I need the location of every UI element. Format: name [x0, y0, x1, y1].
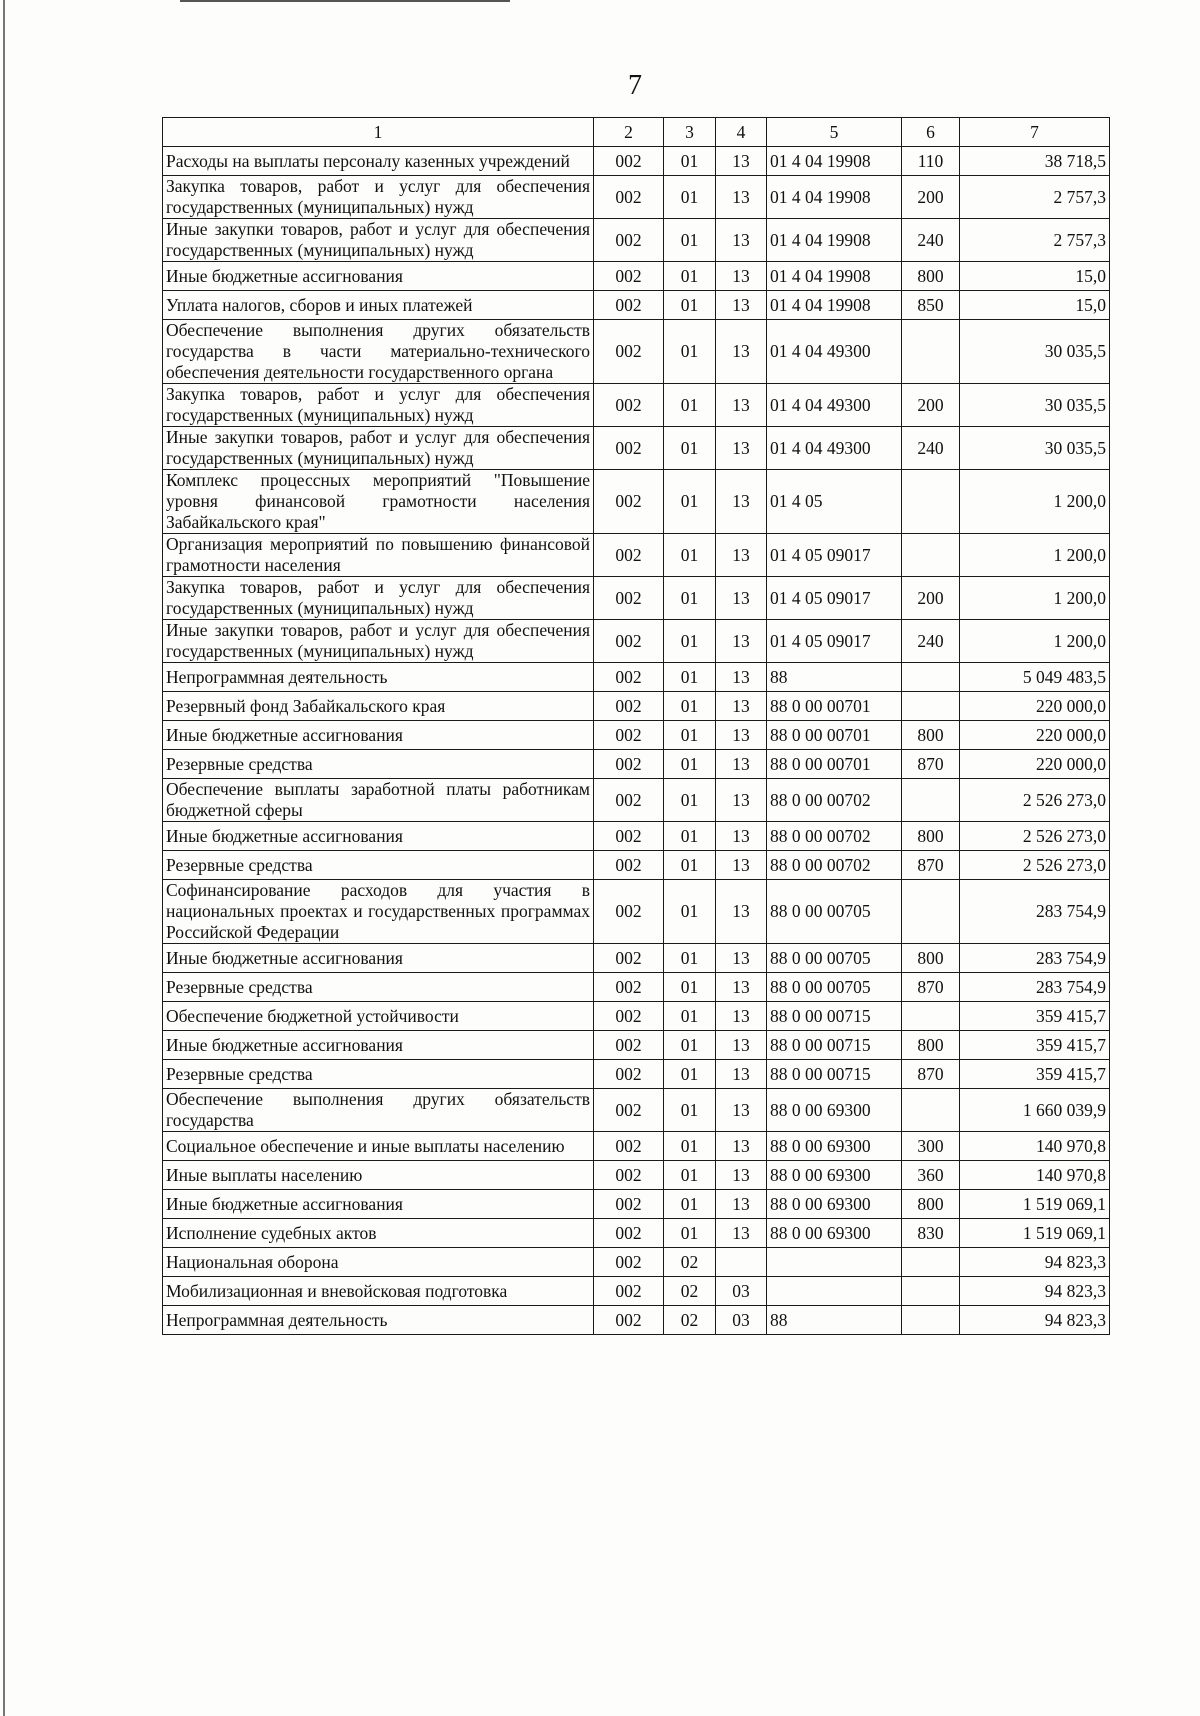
cell-section: 01 [664, 721, 716, 750]
cell-ministry: 002 [594, 1248, 664, 1277]
cell-expense-type [902, 470, 960, 534]
table-row [163, 880, 1110, 944]
cell-section: 01 [664, 320, 716, 384]
cell-target-article: 88 0 00 69300 [767, 1161, 902, 1190]
cell-section: 01 [664, 1060, 716, 1089]
column-header: 6 [902, 118, 960, 147]
cell-subsection: 13 [716, 1002, 767, 1031]
cell-section: 01 [664, 577, 716, 620]
cell-subsection: 13 [716, 692, 767, 721]
table-row [163, 534, 1110, 577]
cell-section: 01 [664, 1190, 716, 1219]
scan-artifact-top [180, 0, 510, 2]
table-row [163, 176, 1110, 219]
row-name: Иные бюджетные ассигнования [163, 262, 594, 291]
row-name: Иные закупки товаров, работ и услуг для обеспечения государственных (муниципальных) нужд [163, 427, 594, 470]
cell-expense-type: 360 [902, 1161, 960, 1190]
scan-artifact-left [3, 0, 5, 1716]
cell-ministry: 002 [594, 1089, 664, 1132]
row-name: Резервные средства [163, 750, 594, 779]
cell-section: 01 [664, 534, 716, 577]
cell-subsection: 13 [716, 1219, 767, 1248]
table-body [163, 147, 1110, 1335]
cell-subsection: 13 [716, 577, 767, 620]
cell-amount: 15,0 [960, 291, 1110, 320]
column-header: 5 [767, 118, 902, 147]
cell-subsection: 13 [716, 384, 767, 427]
row-name: Обеспечение выполнения других обязательств государства [163, 1089, 594, 1132]
cell-subsection: 13 [716, 620, 767, 663]
table-row [163, 291, 1110, 320]
row-name: Комплекс процессных мероприятий "Повышение уровня финансовой грамотности населения Забайкальского края" [163, 470, 594, 534]
cell-expense-type [902, 1306, 960, 1335]
cell-ministry: 002 [594, 822, 664, 851]
cell-expense-type: 850 [902, 291, 960, 320]
table-row [163, 721, 1110, 750]
cell-amount: 1 519 069,1 [960, 1219, 1110, 1248]
cell-expense-type: 800 [902, 944, 960, 973]
cell-ministry: 002 [594, 1161, 664, 1190]
cell-ministry: 002 [594, 1060, 664, 1089]
cell-amount: 2 526 273,0 [960, 851, 1110, 880]
cell-section: 01 [664, 262, 716, 291]
table-row [163, 1089, 1110, 1132]
cell-subsection: 13 [716, 1089, 767, 1132]
cell-ministry: 002 [594, 620, 664, 663]
cell-target-article: 88 0 00 00701 [767, 692, 902, 721]
row-name: Иные бюджетные ассигнования [163, 1031, 594, 1060]
cell-target-article [767, 1277, 902, 1306]
cell-section: 01 [664, 851, 716, 880]
cell-amount: 283 754,9 [960, 973, 1110, 1002]
cell-ministry: 002 [594, 944, 664, 973]
column-header: 2 [594, 118, 664, 147]
row-name: Резервные средства [163, 851, 594, 880]
row-name: Уплата налогов, сборов и иных платежей [163, 291, 594, 320]
column-header: 7 [960, 118, 1110, 147]
cell-expense-type: 800 [902, 721, 960, 750]
cell-amount: 1 200,0 [960, 620, 1110, 663]
cell-expense-type [902, 1089, 960, 1132]
row-name: Иные бюджетные ассигнования [163, 1190, 594, 1219]
cell-ministry: 002 [594, 427, 664, 470]
row-name: Расходы на выплаты персоналу казенных учреждений [163, 147, 594, 176]
cell-expense-type [902, 534, 960, 577]
cell-subsection: 13 [716, 663, 767, 692]
row-name: Национальная оборона [163, 1248, 594, 1277]
cell-subsection: 13 [716, 880, 767, 944]
cell-subsection: 13 [716, 534, 767, 577]
cell-section: 01 [664, 1002, 716, 1031]
cell-subsection: 13 [716, 427, 767, 470]
cell-ministry: 002 [594, 1219, 664, 1248]
cell-target-article: 01 4 04 49300 [767, 384, 902, 427]
table-row [163, 750, 1110, 779]
cell-subsection: 13 [716, 1060, 767, 1089]
row-name: Иные закупки товаров, работ и услуг для обеспечения государственных (муниципальных) нужд [163, 620, 594, 663]
cell-target-article: 01 4 04 19908 [767, 147, 902, 176]
cell-expense-type: 200 [902, 176, 960, 219]
cell-subsection: 13 [716, 944, 767, 973]
cell-ministry: 002 [594, 779, 664, 822]
table-row [163, 427, 1110, 470]
table-row [163, 262, 1110, 291]
cell-target-article: 88 0 00 69300 [767, 1219, 902, 1248]
cell-subsection [716, 1248, 767, 1277]
cell-section: 01 [664, 880, 716, 944]
cell-subsection: 13 [716, 779, 767, 822]
cell-expense-type: 200 [902, 384, 960, 427]
cell-target-article: 01 4 05 09017 [767, 534, 902, 577]
cell-amount: 1 200,0 [960, 470, 1110, 534]
table-row [163, 384, 1110, 427]
cell-target-article: 88 0 00 00705 [767, 880, 902, 944]
row-name: Закупка товаров, работ и услуг для обеспечения государственных (муниципальных) нужд [163, 176, 594, 219]
cell-subsection: 13 [716, 470, 767, 534]
cell-target-article: 01 4 04 49300 [767, 320, 902, 384]
cell-section: 01 [664, 291, 716, 320]
cell-ministry: 002 [594, 692, 664, 721]
cell-subsection: 13 [716, 973, 767, 1002]
cell-expense-type [902, 1277, 960, 1306]
cell-section: 01 [664, 1089, 716, 1132]
cell-ministry: 002 [594, 1306, 664, 1335]
cell-subsection: 13 [716, 320, 767, 384]
table-row [163, 1248, 1110, 1277]
cell-target-article: 88 0 00 00715 [767, 1060, 902, 1089]
table-row [163, 973, 1110, 1002]
cell-amount: 2 757,3 [960, 176, 1110, 219]
cell-expense-type: 870 [902, 750, 960, 779]
cell-expense-type: 240 [902, 427, 960, 470]
cell-amount: 1 200,0 [960, 534, 1110, 577]
cell-amount: 30 035,5 [960, 384, 1110, 427]
cell-subsection: 13 [716, 1161, 767, 1190]
cell-amount: 1 660 039,9 [960, 1089, 1110, 1132]
cell-expense-type [902, 663, 960, 692]
cell-ministry: 002 [594, 663, 664, 692]
cell-section: 01 [664, 750, 716, 779]
cell-amount: 94 823,3 [960, 1277, 1110, 1306]
table-row [163, 1306, 1110, 1335]
column-header: 4 [716, 118, 767, 147]
cell-target-article: 01 4 04 19908 [767, 291, 902, 320]
cell-target-article: 88 0 00 69300 [767, 1132, 902, 1161]
cell-section: 01 [664, 779, 716, 822]
cell-amount: 94 823,3 [960, 1248, 1110, 1277]
cell-subsection: 13 [716, 176, 767, 219]
table-row [163, 147, 1110, 176]
row-name: Закупка товаров, работ и услуг для обеспечения государственных (муниципальных) нужд [163, 384, 594, 427]
cell-ministry: 002 [594, 291, 664, 320]
table-row [163, 822, 1110, 851]
cell-target-article: 01 4 05 09017 [767, 620, 902, 663]
cell-expense-type: 870 [902, 973, 960, 1002]
row-name: Мобилизационная и вневойсковая подготовка [163, 1277, 594, 1306]
cell-expense-type: 200 [902, 577, 960, 620]
cell-ministry: 002 [594, 320, 664, 384]
row-name: Резервные средства [163, 973, 594, 1002]
cell-subsection: 03 [716, 1306, 767, 1335]
cell-ministry: 002 [594, 534, 664, 577]
cell-section: 02 [664, 1277, 716, 1306]
cell-subsection: 13 [716, 1031, 767, 1060]
table-row [163, 1060, 1110, 1089]
cell-expense-type: 240 [902, 219, 960, 262]
table-row [163, 1161, 1110, 1190]
row-name: Обеспечение выполнения других обязательств государства в части материально-технического обеспечения деятельности государственного органа [163, 320, 594, 384]
cell-amount: 140 970,8 [960, 1161, 1110, 1190]
cell-amount: 2 757,3 [960, 219, 1110, 262]
cell-expense-type: 800 [902, 822, 960, 851]
cell-expense-type [902, 692, 960, 721]
cell-target-article: 88 0 00 00702 [767, 779, 902, 822]
column-header: 1 [163, 118, 594, 147]
cell-target-article: 01 4 04 49300 [767, 427, 902, 470]
cell-ministry: 002 [594, 1132, 664, 1161]
cell-target-article: 88 0 00 00702 [767, 851, 902, 880]
cell-ministry: 002 [594, 1277, 664, 1306]
cell-target-article: 01 4 04 19908 [767, 219, 902, 262]
cell-expense-type: 800 [902, 1190, 960, 1219]
cell-expense-type [902, 880, 960, 944]
row-name: Софинансирование расходов для участия в национальных проектах и государственных программах Российской Федерации [163, 880, 594, 944]
row-name: Непрограммная деятельность [163, 663, 594, 692]
table-row [163, 944, 1110, 973]
cell-section: 01 [664, 427, 716, 470]
cell-ministry: 002 [594, 1190, 664, 1219]
row-name: Иные закупки товаров, работ и услуг для обеспечения государственных (муниципальных) нужд [163, 219, 594, 262]
cell-ministry: 002 [594, 470, 664, 534]
cell-section: 01 [664, 944, 716, 973]
table-row [163, 663, 1110, 692]
cell-section: 01 [664, 470, 716, 534]
row-name: Обеспечение бюджетной устойчивости [163, 1002, 594, 1031]
cell-section: 01 [664, 147, 716, 176]
cell-target-article: 88 0 00 00701 [767, 750, 902, 779]
cell-ministry: 002 [594, 262, 664, 291]
table-row [163, 320, 1110, 384]
cell-subsection: 13 [716, 147, 767, 176]
table-row [163, 620, 1110, 663]
row-name: Иные бюджетные ассигнования [163, 721, 594, 750]
cell-expense-type: 830 [902, 1219, 960, 1248]
row-name: Иные бюджетные ассигнования [163, 822, 594, 851]
cell-expense-type [902, 1248, 960, 1277]
cell-amount: 140 970,8 [960, 1132, 1110, 1161]
cell-amount: 30 035,5 [960, 427, 1110, 470]
cell-amount: 30 035,5 [960, 320, 1110, 384]
cell-amount: 220 000,0 [960, 721, 1110, 750]
cell-section: 01 [664, 663, 716, 692]
cell-target-article: 88 0 00 69300 [767, 1089, 902, 1132]
row-name: Иные выплаты населению [163, 1161, 594, 1190]
row-name: Закупка товаров, работ и услуг для обеспечения государственных (муниципальных) нужд [163, 577, 594, 620]
cell-expense-type: 870 [902, 851, 960, 880]
cell-target-article: 88 0 00 00702 [767, 822, 902, 851]
row-name: Социальное обеспечение и иные выплаты населению [163, 1132, 594, 1161]
cell-target-article: 88 [767, 663, 902, 692]
row-name: Резервный фонд Забайкальского края [163, 692, 594, 721]
cell-subsection: 13 [716, 750, 767, 779]
cell-amount: 220 000,0 [960, 692, 1110, 721]
cell-expense-type: 110 [902, 147, 960, 176]
cell-section: 01 [664, 219, 716, 262]
cell-ministry: 002 [594, 851, 664, 880]
cell-expense-type: 300 [902, 1132, 960, 1161]
cell-target-article: 01 4 05 09017 [767, 577, 902, 620]
cell-subsection: 13 [716, 262, 767, 291]
cell-target-article [767, 1248, 902, 1277]
cell-expense-type: 800 [902, 262, 960, 291]
table-header-row [163, 118, 1110, 147]
cell-amount: 5 049 483,5 [960, 663, 1110, 692]
cell-amount: 38 718,5 [960, 147, 1110, 176]
cell-target-article: 01 4 04 19908 [767, 176, 902, 219]
cell-ministry: 002 [594, 176, 664, 219]
cell-target-article: 01 4 04 19908 [767, 262, 902, 291]
row-name: Иные бюджетные ассигнования [163, 944, 594, 973]
cell-amount: 15,0 [960, 262, 1110, 291]
row-name: Резервные средства [163, 1060, 594, 1089]
cell-amount: 1 519 069,1 [960, 1190, 1110, 1219]
cell-expense-type [902, 1002, 960, 1031]
cell-expense-type: 870 [902, 1060, 960, 1089]
cell-ministry: 002 [594, 1031, 664, 1060]
cell-ministry: 002 [594, 750, 664, 779]
table-row [163, 1190, 1110, 1219]
table-row [163, 1132, 1110, 1161]
cell-ministry: 002 [594, 219, 664, 262]
cell-section: 02 [664, 1248, 716, 1277]
row-name: Непрограммная деятельность [163, 1306, 594, 1335]
cell-expense-type [902, 779, 960, 822]
table-row [163, 1002, 1110, 1031]
cell-target-article: 88 0 00 69300 [767, 1190, 902, 1219]
cell-section: 01 [664, 1219, 716, 1248]
cell-amount: 220 000,0 [960, 750, 1110, 779]
table-row [163, 851, 1110, 880]
cell-ministry: 002 [594, 147, 664, 176]
budget-table [162, 117, 1110, 1335]
cell-subsection: 13 [716, 1132, 767, 1161]
cell-target-article: 88 0 00 00701 [767, 721, 902, 750]
cell-section: 01 [664, 620, 716, 663]
cell-amount: 359 415,7 [960, 1002, 1110, 1031]
cell-expense-type: 240 [902, 620, 960, 663]
page-number: 7 [628, 70, 642, 101]
cell-subsection: 13 [716, 851, 767, 880]
cell-target-article: 88 0 00 00715 [767, 1002, 902, 1031]
cell-ministry: 002 [594, 1002, 664, 1031]
table-row [163, 577, 1110, 620]
cell-target-article: 01 4 05 [767, 470, 902, 534]
cell-ministry: 002 [594, 973, 664, 1002]
table-row [163, 470, 1110, 534]
cell-subsection: 13 [716, 822, 767, 851]
cell-expense-type: 800 [902, 1031, 960, 1060]
cell-amount: 94 823,3 [960, 1306, 1110, 1335]
cell-section: 01 [664, 384, 716, 427]
cell-target-article: 88 [767, 1306, 902, 1335]
cell-section: 01 [664, 1031, 716, 1060]
cell-target-article: 88 0 00 00705 [767, 944, 902, 973]
cell-subsection: 13 [716, 219, 767, 262]
row-name: Исполнение судебных актов [163, 1219, 594, 1248]
cell-amount: 283 754,9 [960, 944, 1110, 973]
cell-ministry: 002 [594, 880, 664, 944]
table-row [163, 1277, 1110, 1306]
table-row [163, 219, 1110, 262]
cell-ministry: 002 [594, 577, 664, 620]
cell-amount: 359 415,7 [960, 1031, 1110, 1060]
cell-target-article: 88 0 00 00705 [767, 973, 902, 1002]
cell-expense-type [902, 320, 960, 384]
row-name: Организация мероприятий по повышению финансовой грамотности населения [163, 534, 594, 577]
table-row [163, 779, 1110, 822]
cell-amount: 359 415,7 [960, 1060, 1110, 1089]
column-header: 3 [664, 118, 716, 147]
cell-section: 01 [664, 176, 716, 219]
cell-section: 01 [664, 1161, 716, 1190]
cell-ministry: 002 [594, 721, 664, 750]
cell-amount: 1 200,0 [960, 577, 1110, 620]
cell-section: 01 [664, 822, 716, 851]
cell-amount: 2 526 273,0 [960, 822, 1110, 851]
cell-section: 02 [664, 1306, 716, 1335]
cell-section: 01 [664, 692, 716, 721]
cell-amount: 2 526 273,0 [960, 779, 1110, 822]
table-row [163, 1219, 1110, 1248]
cell-subsection: 13 [716, 291, 767, 320]
cell-subsection: 13 [716, 1190, 767, 1219]
cell-subsection: 13 [716, 721, 767, 750]
cell-amount: 283 754,9 [960, 880, 1110, 944]
table-row [163, 692, 1110, 721]
row-name: Обеспечение выплаты заработной платы работникам бюджетной сферы [163, 779, 594, 822]
cell-subsection: 03 [716, 1277, 767, 1306]
cell-target-article: 88 0 00 00715 [767, 1031, 902, 1060]
cell-section: 01 [664, 1132, 716, 1161]
cell-section: 01 [664, 973, 716, 1002]
table-row [163, 1031, 1110, 1060]
cell-ministry: 002 [594, 384, 664, 427]
